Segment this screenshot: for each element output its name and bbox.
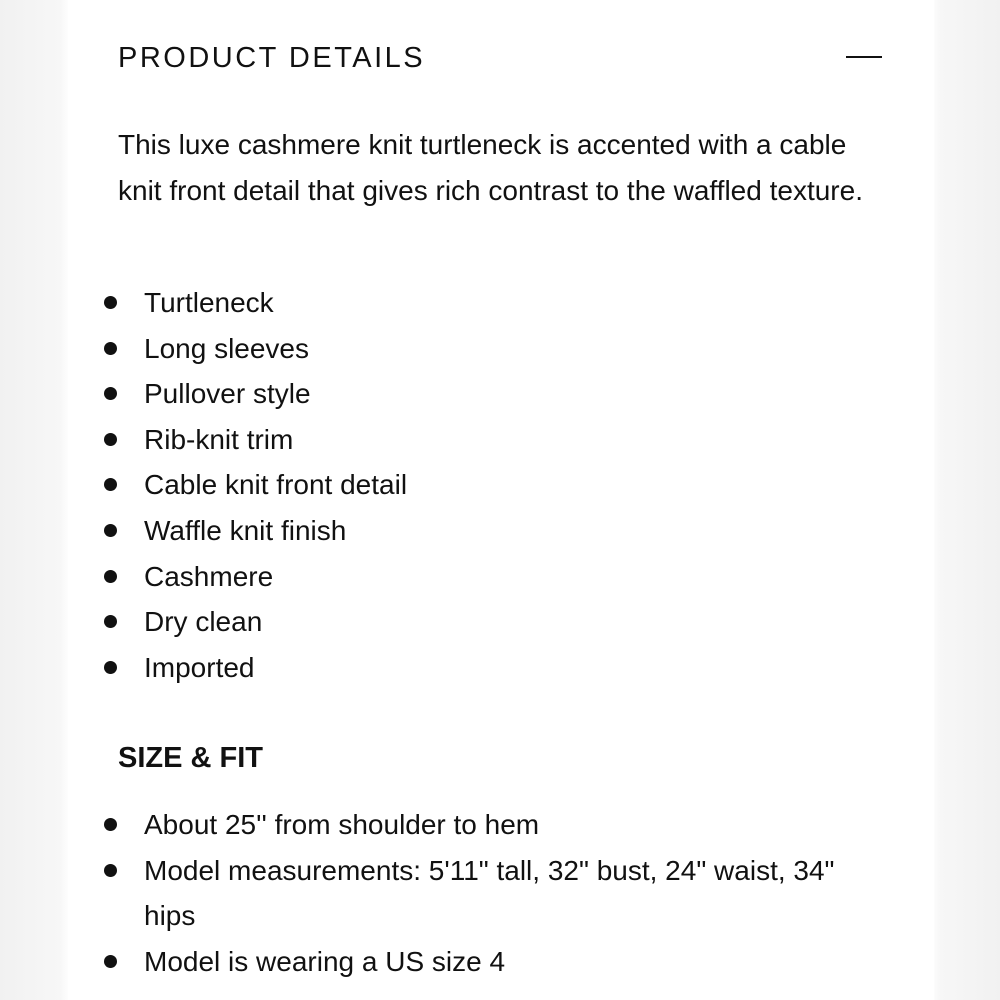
bullet-icon xyxy=(104,955,117,968)
product-details-header[interactable] xyxy=(118,36,884,80)
feature-text: Imported xyxy=(144,651,255,683)
bullet-icon xyxy=(104,661,117,674)
fit-text: Model is wearing a US size 4 xyxy=(144,945,506,977)
feature-text: Waffle knit finish xyxy=(144,514,347,546)
feature-text: Dry clean xyxy=(144,606,263,638)
list-item xyxy=(104,554,874,600)
list-item xyxy=(104,280,874,326)
feature-text: Turtleneck xyxy=(144,287,274,318)
bullet-icon xyxy=(104,524,117,537)
list-item xyxy=(104,848,874,939)
bullet-icon xyxy=(104,818,117,831)
feature-text: Pullover style xyxy=(144,378,311,410)
list-item xyxy=(104,417,874,463)
list-item xyxy=(104,508,874,554)
list-item xyxy=(104,462,874,508)
bullet-icon xyxy=(104,342,117,355)
fit-text: About 25'' from shoulder to hem xyxy=(144,809,540,840)
size-fit-heading: SIZE & FIT xyxy=(118,742,263,774)
bullet-icon xyxy=(104,433,117,446)
list-item xyxy=(104,326,874,372)
feature-text: Rib-knit trim xyxy=(144,423,294,455)
bullet-icon xyxy=(104,478,117,491)
section-title: PRODUCT DETAILS xyxy=(118,42,426,74)
list-item xyxy=(104,599,874,645)
list-item xyxy=(104,802,874,848)
product-description: This luxe cashmere knit turtleneck is accented with a cable knit front detail that gives rich contrast to the waffled texture. xyxy=(118,129,863,206)
list-item xyxy=(104,371,874,417)
bullet-icon xyxy=(104,387,117,400)
feature-text: Cashmere xyxy=(144,560,274,592)
bullet-icon xyxy=(104,615,117,628)
feature-text: Cable knit front detail xyxy=(144,469,408,501)
bullet-icon xyxy=(104,296,117,309)
features-list xyxy=(104,280,874,690)
bullet-icon xyxy=(104,864,117,877)
product-details-panel xyxy=(68,0,934,1000)
list-item xyxy=(104,939,874,985)
bullet-icon xyxy=(104,570,117,583)
size-fit-list xyxy=(104,802,874,984)
fit-text: Model measurements: 5'11" tall, 32" bust, 24" waist, 34" hips xyxy=(144,854,835,932)
collapse-button[interactable] xyxy=(844,36,884,80)
list-item xyxy=(104,645,874,691)
feature-text: Long sleeves xyxy=(144,332,310,364)
minus-icon xyxy=(846,56,882,58)
